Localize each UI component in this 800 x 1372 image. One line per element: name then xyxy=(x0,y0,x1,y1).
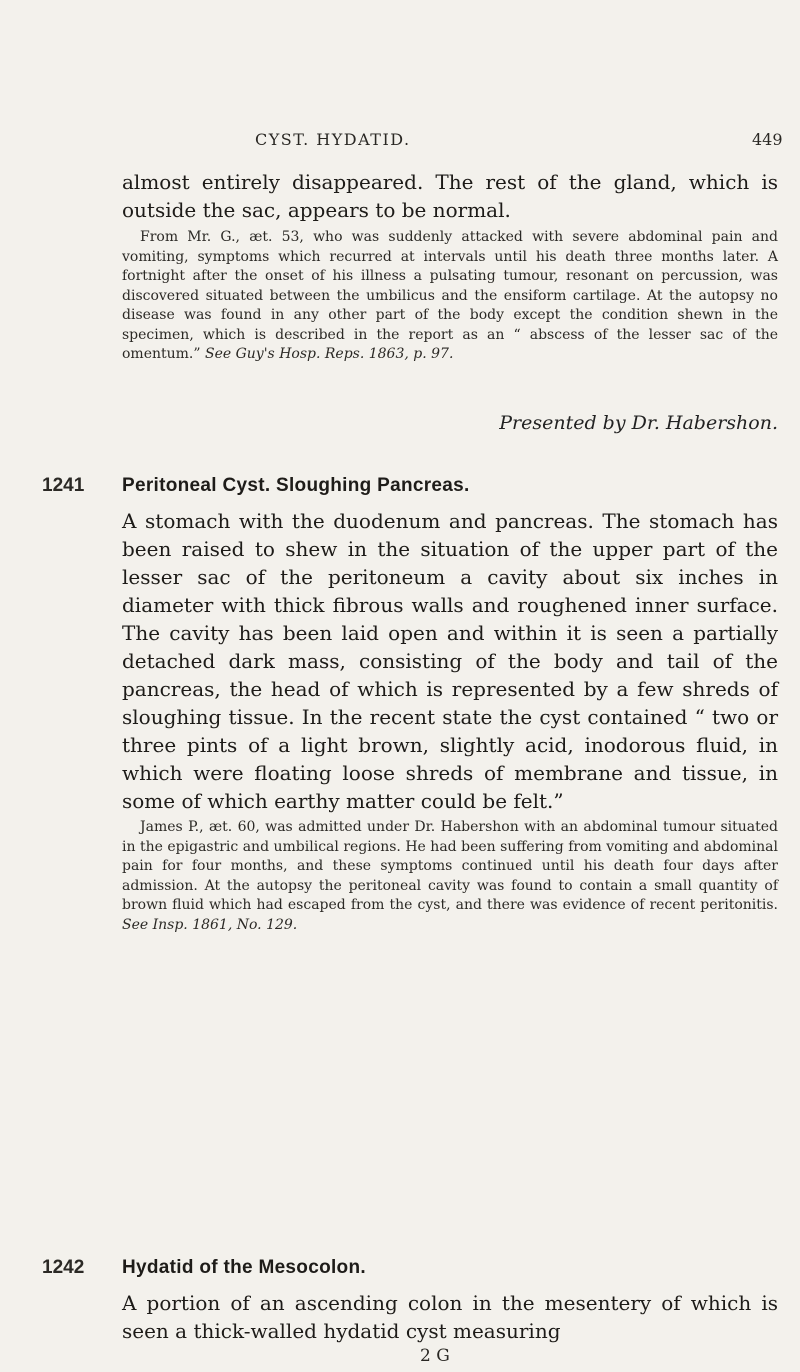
presented-by: Presented by Dr. Habershon. xyxy=(499,412,778,434)
case-note-text: From Mr. G., æt. 53, who was suddenly attacked with severe abdominal pain and vomiting, symptoms which recurred at intervals until his death three months later. A fortnight after the onset of his illness a pulsating tumour, resonant on percussion, was discovered situated between the umbilicus and the ensiform cartilage. At the autopsy no disease was found in any other part of the body except the condition shewn in the specimen, which is described in the report as an “ abscess of the lesser sac of the omentum.” xyxy=(122,229,778,362)
entry-body-text: A stomach with the duodenum and pancreas. The stomach has been raised to shew in the situation of the upper part of the lesser sac of the peritoneum a cavity about six inches in diameter with thick fibrous walls and roughened inner surface. The cavity has been laid open and within it is seen a partially detached dark mass, consisting of the body and tail of the pancreas, the head of which is represented by a few shreds of sloughing tissue. In the recent state the cyst contained “ two or three pints of a light brown, slightly acid, inodorous fluid, in which were floating loose shreds of membrane and tissue, in some of which earthy matter could be felt.” xyxy=(122,509,778,813)
entry-case-note xyxy=(122,818,778,935)
continuation-case-note xyxy=(122,228,778,365)
page-number: 449 xyxy=(752,130,783,149)
entry-title: Hydatid of the Mesocolon. xyxy=(122,1257,366,1278)
entry-number: 1241 xyxy=(42,475,85,496)
entry-body: A portion of an ascending colon in the mesentery of which is seen a thick-walled hydatid cyst measuring xyxy=(122,1291,778,1343)
entry-body xyxy=(122,507,778,815)
running-head: CYST. HYDATID. xyxy=(255,130,411,149)
signature-mark: 2 G xyxy=(420,1346,450,1366)
entry-number: 1242 xyxy=(42,1257,85,1278)
entry-title: Peritoneal Cyst. Sloughing Pancreas. xyxy=(122,475,470,496)
continuation-body: almost entirely disappeared. The rest of the gland, which is outside the sac, appears to be normal. xyxy=(122,170,778,222)
case-note-reference: See Insp. 1861, No. 129. xyxy=(122,916,298,933)
case-note-text: James P., æt. 60, was admitted under Dr. Habershon with an abdominal tumour situated in the epigastric and umbilical regions. He had been suffering from vomiting and abdominal pain for four months, and these symptoms continued until his death four days after admission. At the autopsy the peritoneal cavity was found to contain a small quantity of brown fluid which had escaped from the cyst, and there was evidence of recent peritonitis. xyxy=(122,819,778,913)
case-note-reference: See Guy's Hosp. Reps. 1863, p. 97. xyxy=(204,346,454,362)
